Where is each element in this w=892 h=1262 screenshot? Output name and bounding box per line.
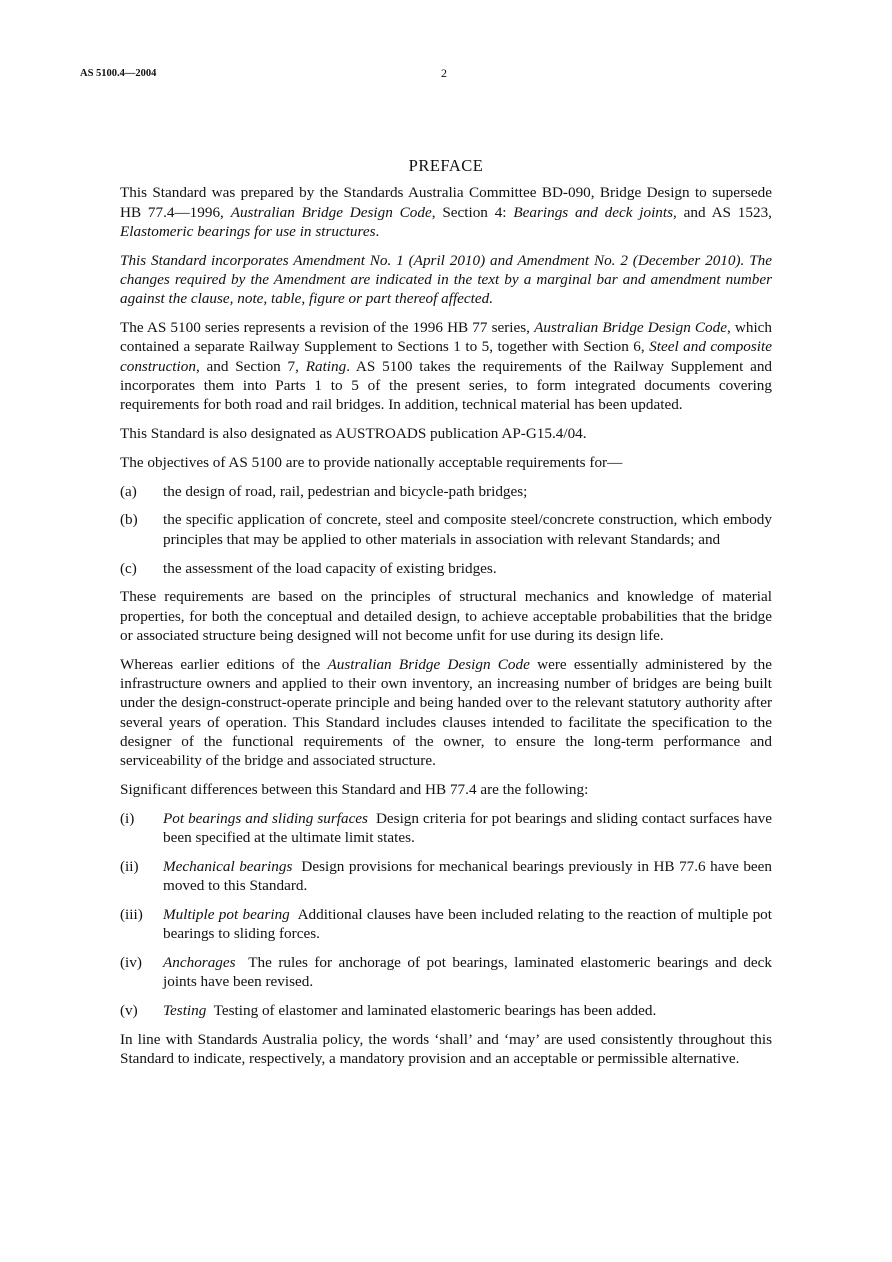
list-heading: Pot bearings and sliding surfaces: [163, 809, 368, 827]
list-text: the design of road, rail, pedestrian and bicycle-path bridges;: [163, 482, 528, 500]
list-label: (iii): [120, 906, 143, 923]
paragraph-series: [120, 318, 772, 414]
text-run: , which contained a separate Railway Supplement to Sections 1 to 5, together with Section 6,: [120, 319, 772, 356]
list-item: [120, 510, 772, 549]
list-body: Design criteria for pot bearings and sliding contact surfaces have been specified at the ultimate limit states.: [163, 809, 773, 847]
page-title: PREFACE: [408, 156, 484, 175]
text-run-italic: Elastomeric bearings for use in structures: [120, 222, 376, 240]
list-heading: Testing: [163, 1002, 207, 1020]
list-body: Testing of elastomer and laminated elastomeric bearings has been added.: [213, 1002, 657, 1020]
objectives-list: [120, 482, 772, 578]
text-run: , and Section 7,: [195, 357, 306, 375]
list-heading: Multiple pot bearing: [163, 906, 290, 923]
text-run: Whereas earlier editions of the: [120, 655, 328, 673]
paragraph-differences-intro: Significant differences between this Standard and HB 77.4 are the following:: [120, 781, 589, 799]
list-item: [120, 809, 772, 848]
list-text: [163, 1001, 772, 1020]
text-run: . AS 5100 takes the requirements of the Railway Supplement and incorporates them into Parts 1 to 5 of the present series, to form integrated documents covering requirements for both road and rail bridges. In addition, technical material has been updated.: [120, 357, 773, 414]
list-body: The rules for anchorage of pot bearings, laminated elastomeric bearings and deck joints have been revised.: [163, 954, 772, 991]
list-item: [120, 482, 772, 501]
list-item: [120, 1001, 772, 1020]
list-body: Design provisions for mechanical bearings previously in HB 77.6 have been moved to this Standard.: [163, 857, 772, 895]
paragraph-shall-may: In line with Standards Australia policy, the words ‘shall’ and ‘may’ are used consistently throughout this Standard to indicate, respectively, a mandatory provision and an acceptable or permissible alternative.: [120, 1030, 772, 1068]
paragraph-earlier-editions: [120, 655, 772, 771]
list-text: [163, 953, 772, 992]
list-label: (iv): [120, 954, 142, 972]
list-text: [163, 905, 772, 944]
list-label: (b): [120, 511, 138, 529]
list-text: [163, 857, 772, 896]
list-text: the assessment of the load capacity of existing bridges.: [163, 559, 497, 577]
paragraph-austroads: This Standard is also designated as AUSTROADS publication AP-G15.4/04.: [120, 425, 587, 443]
list-label: (c): [120, 559, 137, 577]
text-run: , Section 4:: [431, 203, 514, 221]
list-label: (i): [120, 809, 135, 827]
paragraph-principles: These requirements are based on the principles of structural mechanics and knowledge of material properties, for both the conceptual and detailed design, to achieve acceptable probabilities that the bridge or associated structure being designed will not become unfit for use during its design life.: [120, 588, 772, 644]
text-run-italic: Australian Bridge Design Code: [230, 203, 432, 221]
list-item: [120, 559, 772, 578]
document-body: [120, 156, 772, 1078]
page-number: 2: [441, 66, 447, 80]
text-run: The AS 5100 series represents a revision of the 1996 HB 77 series,: [120, 319, 535, 337]
document-id: AS 5100.4—2004: [80, 68, 157, 79]
paragraph-objectives-intro: The objectives of AS 5100 are to provide nationally acceptable requirements for—: [120, 453, 623, 471]
list-heading: Anchorages: [163, 954, 236, 972]
list-text: the specific application of concrete, steel and composite steel/concrete construction, which embody principles that may be applied to other materials in association with relevant Standards; and: [163, 511, 772, 548]
list-label: (ii): [120, 857, 139, 875]
differences-list: [120, 809, 772, 1021]
text-run-italic: Bearings and deck joints: [513, 203, 674, 221]
list-body: Additional clauses have been included relating to the reaction of multiple pot bearings to sliding forces.: [163, 906, 772, 943]
paragraph-amendment: This Standard incorporates Amendment No. 1 (April 2010) and Amendment No. 2 (December 2010). The changes required by the Amendment are indicated in the text by a marginal bar and amendment number against the clause, note, table, figure or part thereof affected.: [120, 251, 772, 308]
list-heading: Mechanical bearings: [163, 857, 293, 875]
text-run-italic: Australian Bridge Design Code: [534, 319, 727, 337]
text-run: , and AS 1523,: [673, 203, 772, 221]
text-run-italic: Australian Bridge Design Code: [327, 655, 530, 673]
text-run: were essentially administered by the infrastructure owners and applied to their own inventory, an increasing number of bridges are being built under the design-construct-operate principle and being handed over to the relevant statutory authority after several years of operation. This Standard includes clauses intended to facilitate the specification to the designer of the functional requirements of the owner, to ensure the long-term performance and serviceability of the bridge and associated structure.: [120, 655, 772, 770]
list-item: [120, 905, 772, 944]
list-label: (a): [120, 482, 137, 500]
list-text: [163, 809, 772, 848]
text-run-italic: Rating: [305, 357, 347, 375]
text-run-italic: Steel and composite construction: [120, 338, 772, 375]
paragraph-committee: [120, 183, 772, 241]
list-item: [120, 857, 772, 896]
text-run: .: [375, 222, 380, 240]
list-label: (v): [120, 1002, 138, 1020]
list-item: [120, 953, 772, 992]
text-run: This Standard was prepared by the Standards Australia Committee BD-090, Bridge Design to supersede HB 77.4—1996,: [120, 184, 772, 221]
